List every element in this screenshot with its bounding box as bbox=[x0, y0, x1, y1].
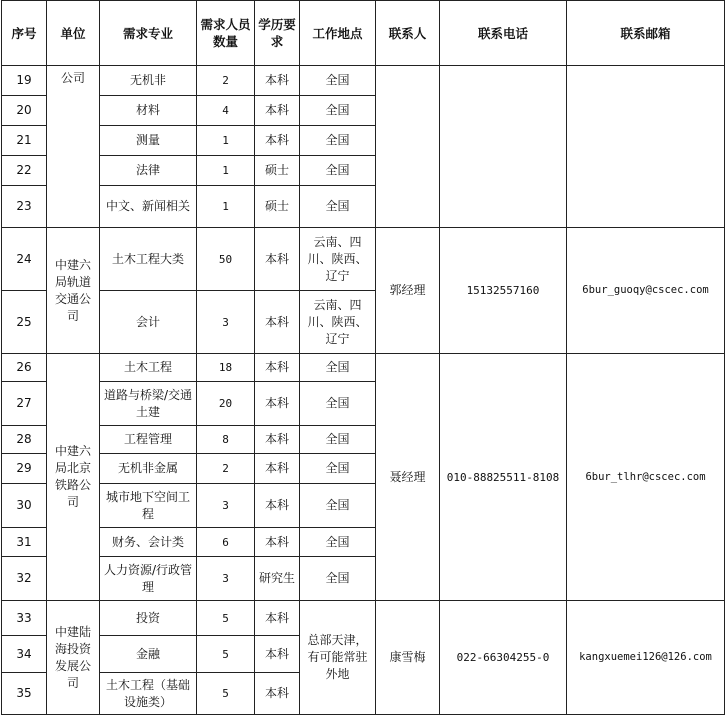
seq-cell: 20 bbox=[2, 96, 47, 126]
edu-cell: 硕士 bbox=[255, 156, 300, 186]
seq-cell: 23 bbox=[2, 186, 47, 228]
location-cell: 全国 bbox=[300, 382, 376, 426]
major-cell: 无机非金属 bbox=[100, 454, 197, 484]
count-cell: 1 bbox=[197, 186, 255, 228]
email-cell: 6bur_guoqy@cscec.com bbox=[567, 228, 725, 354]
phone-cell: 15132557160 bbox=[440, 228, 567, 354]
email-cell: 6bur_tlhr@cscec.com bbox=[567, 354, 725, 601]
count-cell: 4 bbox=[197, 96, 255, 126]
seq-cell: 29 bbox=[2, 454, 47, 484]
contact-cell bbox=[376, 66, 440, 228]
seq-cell: 22 bbox=[2, 156, 47, 186]
unit-cell: 公司 bbox=[47, 66, 100, 228]
major-cell: 金融 bbox=[100, 636, 197, 673]
table-row bbox=[2, 354, 725, 382]
edu-cell: 本科 bbox=[255, 528, 300, 557]
email-cell: kangxuemei126@126.com bbox=[567, 601, 725, 715]
count-cell: 5 bbox=[197, 601, 255, 636]
recruitment-table bbox=[1, 0, 725, 715]
location-cell: 云南、四川、陕西、辽宁 bbox=[300, 291, 376, 354]
table-row bbox=[2, 601, 725, 636]
location-cell: 云南、四川、陕西、辽宁 bbox=[300, 228, 376, 291]
major-cell: 会计 bbox=[100, 291, 197, 354]
phone-cell: 022-66304255-0 bbox=[440, 601, 567, 715]
header-edu: 学历要求 bbox=[255, 1, 300, 66]
header-major: 需求专业 bbox=[100, 1, 197, 66]
major-cell: 法律 bbox=[100, 156, 197, 186]
seq-cell: 30 bbox=[2, 484, 47, 528]
location-cell: 全国 bbox=[300, 484, 376, 528]
count-cell: 5 bbox=[197, 636, 255, 673]
location-cell: 全国 bbox=[300, 126, 376, 156]
major-cell: 土木工程（基础设施类） bbox=[100, 673, 197, 715]
edu-cell: 本科 bbox=[255, 601, 300, 636]
seq-cell: 35 bbox=[2, 673, 47, 715]
location-cell: 全国 bbox=[300, 426, 376, 454]
edu-cell: 本科 bbox=[255, 454, 300, 484]
contact-cell: 郭经理 bbox=[376, 228, 440, 354]
seq-cell: 34 bbox=[2, 636, 47, 673]
seq-cell: 27 bbox=[2, 382, 47, 426]
seq-cell: 24 bbox=[2, 228, 47, 291]
header-unit: 单位 bbox=[47, 1, 100, 66]
seq-cell: 28 bbox=[2, 426, 47, 454]
major-cell: 人力资源/行政管理 bbox=[100, 557, 197, 601]
seq-cell: 26 bbox=[2, 354, 47, 382]
count-cell: 20 bbox=[197, 382, 255, 426]
location-cell: 全国 bbox=[300, 156, 376, 186]
seq-cell: 33 bbox=[2, 601, 47, 636]
contact-cell: 康雪梅 bbox=[376, 601, 440, 715]
edu-cell: 本科 bbox=[255, 291, 300, 354]
header-count: 需求人员数量 bbox=[197, 1, 255, 66]
count-cell: 1 bbox=[197, 156, 255, 186]
edu-cell: 本科 bbox=[255, 96, 300, 126]
location-cell: 全国 bbox=[300, 186, 376, 228]
header-seq: 序号 bbox=[2, 1, 47, 66]
count-cell: 2 bbox=[197, 454, 255, 484]
table-row bbox=[2, 228, 725, 291]
major-cell: 无机非 bbox=[100, 66, 197, 96]
header-email: 联系邮箱 bbox=[567, 1, 725, 66]
count-cell: 3 bbox=[197, 291, 255, 354]
header-phone: 联系电话 bbox=[440, 1, 567, 66]
edu-cell: 本科 bbox=[255, 484, 300, 528]
major-cell: 工程管理 bbox=[100, 426, 197, 454]
edu-cell: 本科 bbox=[255, 354, 300, 382]
major-cell: 测量 bbox=[100, 126, 197, 156]
edu-cell: 本科 bbox=[255, 66, 300, 96]
phone-cell bbox=[440, 66, 567, 228]
location-cell: 总部天津，有可能常驻外地 bbox=[300, 601, 376, 715]
phone-cell: 010-88825511-8108 bbox=[440, 354, 567, 601]
count-cell: 3 bbox=[197, 557, 255, 601]
location-cell: 全国 bbox=[300, 557, 376, 601]
seq-cell: 31 bbox=[2, 528, 47, 557]
location-cell: 全国 bbox=[300, 354, 376, 382]
count-cell: 50 bbox=[197, 228, 255, 291]
edu-cell: 本科 bbox=[255, 426, 300, 454]
location-cell: 全国 bbox=[300, 528, 376, 557]
contact-cell: 聂经理 bbox=[376, 354, 440, 601]
count-cell: 1 bbox=[197, 126, 255, 156]
location-cell: 全国 bbox=[300, 96, 376, 126]
edu-cell: 研究生 bbox=[255, 557, 300, 601]
header-row bbox=[2, 1, 725, 66]
unit-cell: 中建六局北京铁路公司 bbox=[47, 354, 100, 601]
email-cell bbox=[567, 66, 725, 228]
count-cell: 18 bbox=[197, 354, 255, 382]
major-cell: 土木工程 bbox=[100, 354, 197, 382]
edu-cell: 本科 bbox=[255, 673, 300, 715]
major-cell: 投资 bbox=[100, 601, 197, 636]
major-cell: 城市地下空间工程 bbox=[100, 484, 197, 528]
count-cell: 5 bbox=[197, 673, 255, 715]
edu-cell: 本科 bbox=[255, 228, 300, 291]
seq-cell: 32 bbox=[2, 557, 47, 601]
location-cell: 全国 bbox=[300, 66, 376, 96]
count-cell: 3 bbox=[197, 484, 255, 528]
major-cell: 财务、会计类 bbox=[100, 528, 197, 557]
table-row bbox=[2, 66, 725, 96]
seq-cell: 21 bbox=[2, 126, 47, 156]
edu-cell: 本科 bbox=[255, 382, 300, 426]
major-cell: 中文、新闻相关 bbox=[100, 186, 197, 228]
unit-cell: 中建陆海投资发展公司 bbox=[47, 601, 100, 715]
count-cell: 6 bbox=[197, 528, 255, 557]
major-cell: 土木工程大类 bbox=[100, 228, 197, 291]
count-cell: 8 bbox=[197, 426, 255, 454]
header-contact: 联系人 bbox=[376, 1, 440, 66]
location-cell: 全国 bbox=[300, 454, 376, 484]
count-cell: 2 bbox=[197, 66, 255, 96]
major-cell: 材料 bbox=[100, 96, 197, 126]
major-cell: 道路与桥梁/交通土建 bbox=[100, 382, 197, 426]
seq-cell: 19 bbox=[2, 66, 47, 96]
edu-cell: 本科 bbox=[255, 636, 300, 673]
edu-cell: 硕士 bbox=[255, 186, 300, 228]
header-location: 工作地点 bbox=[300, 1, 376, 66]
edu-cell: 本科 bbox=[255, 126, 300, 156]
unit-cell: 中建六局轨道交通公司 bbox=[47, 228, 100, 354]
seq-cell: 25 bbox=[2, 291, 47, 354]
